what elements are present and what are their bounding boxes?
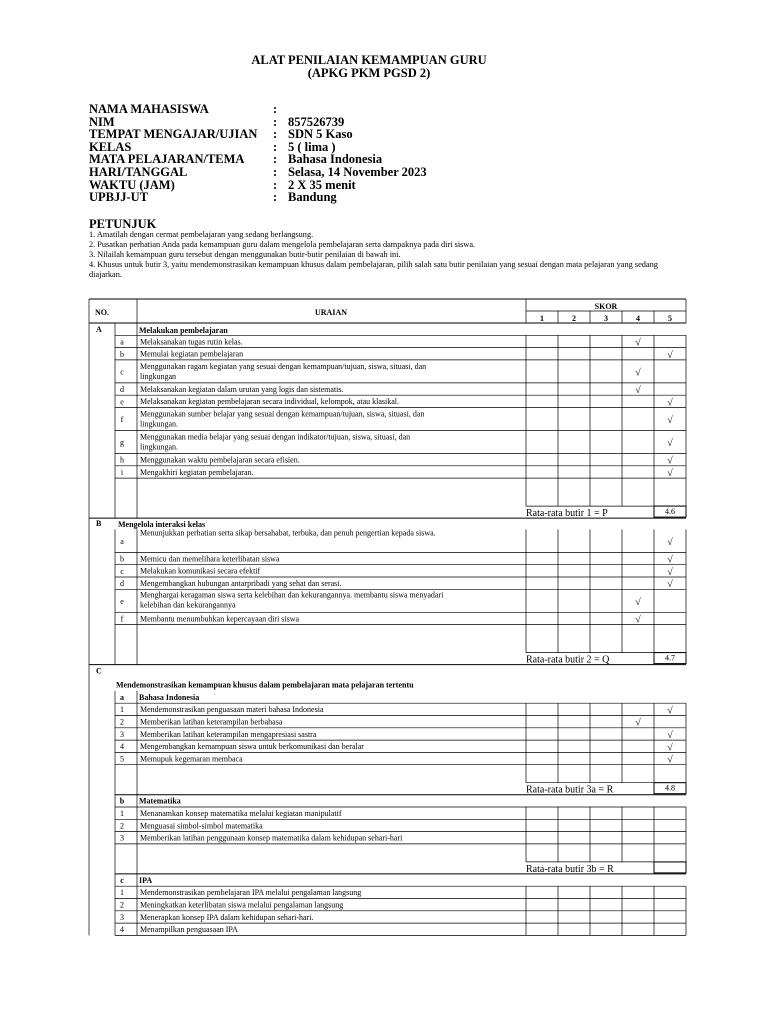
item-code: c: [120, 566, 124, 576]
item-text: Menggunakan waktu pembelajaran secara efisien.: [140, 455, 300, 465]
item-code: 5: [120, 754, 124, 764]
petunjuk-item: 4. Khusus untuk butir 3, yaitu mendemonstrasikan kemampuan khusus dalam pembelajaran, pilih salah satu butir penilaian yang sesuai dengan mata pelajaran yang sedang diajarkan.: [89, 260, 658, 279]
item-text: lingkungan: [140, 371, 176, 381]
item-code: 3: [120, 912, 124, 922]
section-title: Mendemonstrasikan kemampuan khusus dalam pembelajaran mata pelajaran tertentu: [116, 680, 414, 690]
header-score-1: 1: [540, 314, 544, 323]
item-code: b: [120, 554, 124, 564]
item-code: e: [120, 596, 124, 606]
check-mark: √: [635, 614, 641, 626]
item-text: Melaksanakan tugas rutin kelas.: [140, 337, 243, 347]
petunjuk-item: 2. Pusatkan perhatian Anda pada kemampuan guru dalam mengelola pembelajaran serta dampaknya pada diri siswa.: [89, 240, 476, 249]
average-label: Rata-rata butir 2 = Q: [526, 654, 610, 666]
subsection-title: Bahasa Indonesia: [139, 692, 200, 702]
check-mark: √: [635, 596, 641, 608]
average-label: Rata-rata butir 3a = R: [526, 784, 614, 796]
average-value: 4.7: [665, 653, 675, 663]
item-code: e: [120, 397, 124, 407]
identity-row: TEMPAT MENGAJAR/UJIAN : SDN 5 Kaso: [89, 127, 353, 142]
item-text: lingkungan.: [140, 442, 178, 452]
item-text: Menggunakan media belajar yang sesuai dengan indikator/tujuan, siswa, situasi, dan: [140, 432, 411, 442]
check-mark: √: [635, 717, 641, 729]
item-code: i: [120, 467, 124, 477]
item-text: Mendemonstrasikan pembelajaran IPA melalui pengalaman langsung: [140, 888, 362, 898]
check-mark: √: [667, 742, 673, 754]
header-score-5: 5: [668, 314, 672, 323]
check-mark: √: [667, 705, 673, 717]
section-letter: A: [96, 325, 102, 334]
check-mark: √: [667, 438, 673, 449]
item-text: Memulai kegiatan pembelajaran: [140, 349, 244, 359]
petunjuk-item: 3. Nilailah kemampuan guru tersebut dengan menggunakan butir-butir penilaian di bawah ini.: [89, 250, 401, 259]
header-score-2: 2: [572, 314, 576, 323]
item-text: Menggunakan sumber belajar yang sesuai dengan kemampuan/tujuan, siswa, situasi, dan: [140, 409, 425, 419]
identity-row: KELAS : 5 ( lima ): [89, 139, 336, 154]
item-text: Melaksanakan kegiatan dalam urutan yang logis dan sistematis.: [140, 384, 344, 394]
item-code: b: [120, 349, 124, 359]
check-mark: √: [667, 467, 673, 479]
item-text: Menunjukkan perhatian serta sikap bersahabat, terbuka, dan penuh pengertian kepada siswa.: [140, 528, 436, 538]
section-title: Melakukan pembelajaran: [139, 326, 228, 335]
petunjuk-title: PETUNJUK: [89, 217, 157, 231]
subsection-title: Matematika: [139, 796, 181, 806]
item-text: Menggunakan ragam kegiatan yang sesuai dengan kemampuan/tujuan, siswa, situasi, dan: [140, 361, 427, 371]
subsection-code: b: [119, 796, 125, 806]
item-code: g: [120, 438, 124, 447]
section-title: Mengelola interaksi kelas: [118, 520, 206, 530]
item-code: 1: [120, 705, 124, 715]
item-text: kelebihan dan kekurangannya: [140, 600, 236, 610]
identity-row: NIM : 857526739: [89, 114, 345, 129]
check-mark: √: [635, 385, 641, 397]
subsection-code: a: [120, 692, 124, 702]
item-code: d: [120, 385, 124, 395]
item-text: Menampilkan penguasaan IPA: [140, 925, 238, 935]
item-text: Meningkatkan keterlibatan siswa melalui pengalaman langsung: [140, 900, 344, 910]
item-code: a: [120, 536, 124, 546]
item-code: f: [120, 415, 124, 424]
header-score-4: 4: [636, 314, 640, 323]
title-line: ALAT PENILAIAN KEMAMPUAN GURU: [251, 53, 487, 67]
item-text: Melakukan komunikasi secara efektif: [140, 566, 261, 576]
item-text: Memberikan latihan keterampilan mengapresiasi sastra: [140, 729, 317, 739]
item-code: c: [120, 367, 124, 377]
item-text: lingkungan.: [140, 419, 178, 429]
item-text: Menerapkan konsep IPA dalam kehidupan sehari-hari.: [140, 912, 314, 922]
item-text: Mengakhiri kegiatan pembelajaran.: [140, 467, 254, 477]
item-code: 4: [120, 742, 124, 752]
item-text: Mendemonstrasikan penguasaan materi bahasa Indonesia: [140, 705, 324, 715]
item-code: 1: [120, 809, 124, 818]
average-value: 4.8: [665, 783, 675, 793]
item-text: Memberikan latihan keterampilan berbahasa: [140, 717, 283, 727]
item-code: 3: [120, 729, 124, 739]
average-box: [654, 862, 686, 873]
item-code: 2: [120, 717, 124, 727]
check-mark: √: [667, 754, 673, 766]
item-code: 2: [120, 821, 124, 831]
check-mark: √: [667, 729, 673, 741]
average-label: Rata-rata butir 3b = R: [526, 863, 614, 875]
check-mark: √: [667, 397, 673, 409]
item-text: Mengembangkan kemampuan siswa untuk berkomunikasi dan beralar: [140, 742, 364, 752]
check-mark: √: [635, 337, 641, 349]
check-mark: √: [667, 455, 673, 467]
item-text: Menghargai keragaman siswa serta kelebihan dan kekurangannya. membantu siswa menyadari: [140, 590, 444, 600]
identity-row: WAKTU (JAM) : 2 X 35 menit: [89, 177, 356, 192]
item-code: 4: [120, 925, 124, 935]
item-text: Memupuk kegemaran membaca: [140, 754, 243, 764]
item-code: f: [120, 614, 124, 624]
item-text: Menguasai simbol-simbol matematika: [140, 821, 263, 831]
section-letter: B: [96, 519, 102, 529]
item-code: d: [120, 579, 124, 589]
identity-row: NAMA MAHASISWA :: [89, 102, 278, 116]
average-label: Rata-rata butir 1 = P: [526, 508, 608, 520]
check-mark: √: [667, 579, 673, 591]
subsection-code: c: [120, 875, 124, 885]
item-code: 2: [120, 900, 124, 910]
check-mark: √: [667, 415, 673, 426]
header-score-3: 3: [604, 314, 608, 323]
item-text: Memicu dan memelihara keterlibatan siswa: [140, 554, 280, 564]
item-text: Menanamkan konsep matematika melalui kegiatan manipulatif: [140, 809, 342, 818]
identity-row: MATA PELAJARAN/TEMA : Bahasa Indonesia: [89, 152, 383, 167]
item-text: Membantu menumbuhkan kepercayaan diri siswa: [140, 614, 300, 624]
item-text: Mengembangkan hubungan antarpribadi yang sehat dan serasi.: [140, 579, 342, 588]
check-mark: √: [667, 554, 673, 566]
item-code: h: [120, 455, 124, 465]
subtitle-line: (APKG PKM PGSD 2): [307, 66, 431, 80]
check-mark: √: [667, 349, 673, 361]
item-code: 1: [120, 888, 124, 898]
average-value: 4.6: [665, 507, 675, 517]
item-text: Memberikan latihan penggunaan konsep matematika dalam kehidupan sehari-hari: [140, 833, 403, 843]
item-code: 3: [120, 833, 124, 843]
identity-row: HARI/TANGGAL : Selasa, 14 November 2023: [89, 164, 427, 179]
check-mark: √: [667, 566, 673, 578]
petunjuk-item: 1. Amatilah dengan cermat pembelajaran yang sedang berlangsung.: [89, 230, 314, 239]
item-code: a: [120, 337, 124, 347]
header-no: NO.: [95, 308, 109, 317]
header-uraian: URAIAN: [315, 308, 347, 317]
identity-row: UPBJJ-UT : Bandung: [89, 190, 337, 205]
section-letter: C: [96, 666, 102, 676]
header-skor: SKOR: [594, 302, 618, 311]
check-mark: √: [667, 536, 673, 548]
item-text: Melaksanakan kegiatan pembelajaran secara individual, kelompok, atau klasikal.: [140, 397, 400, 407]
subsection-title: IPA: [139, 875, 153, 885]
check-mark: √: [635, 367, 641, 379]
